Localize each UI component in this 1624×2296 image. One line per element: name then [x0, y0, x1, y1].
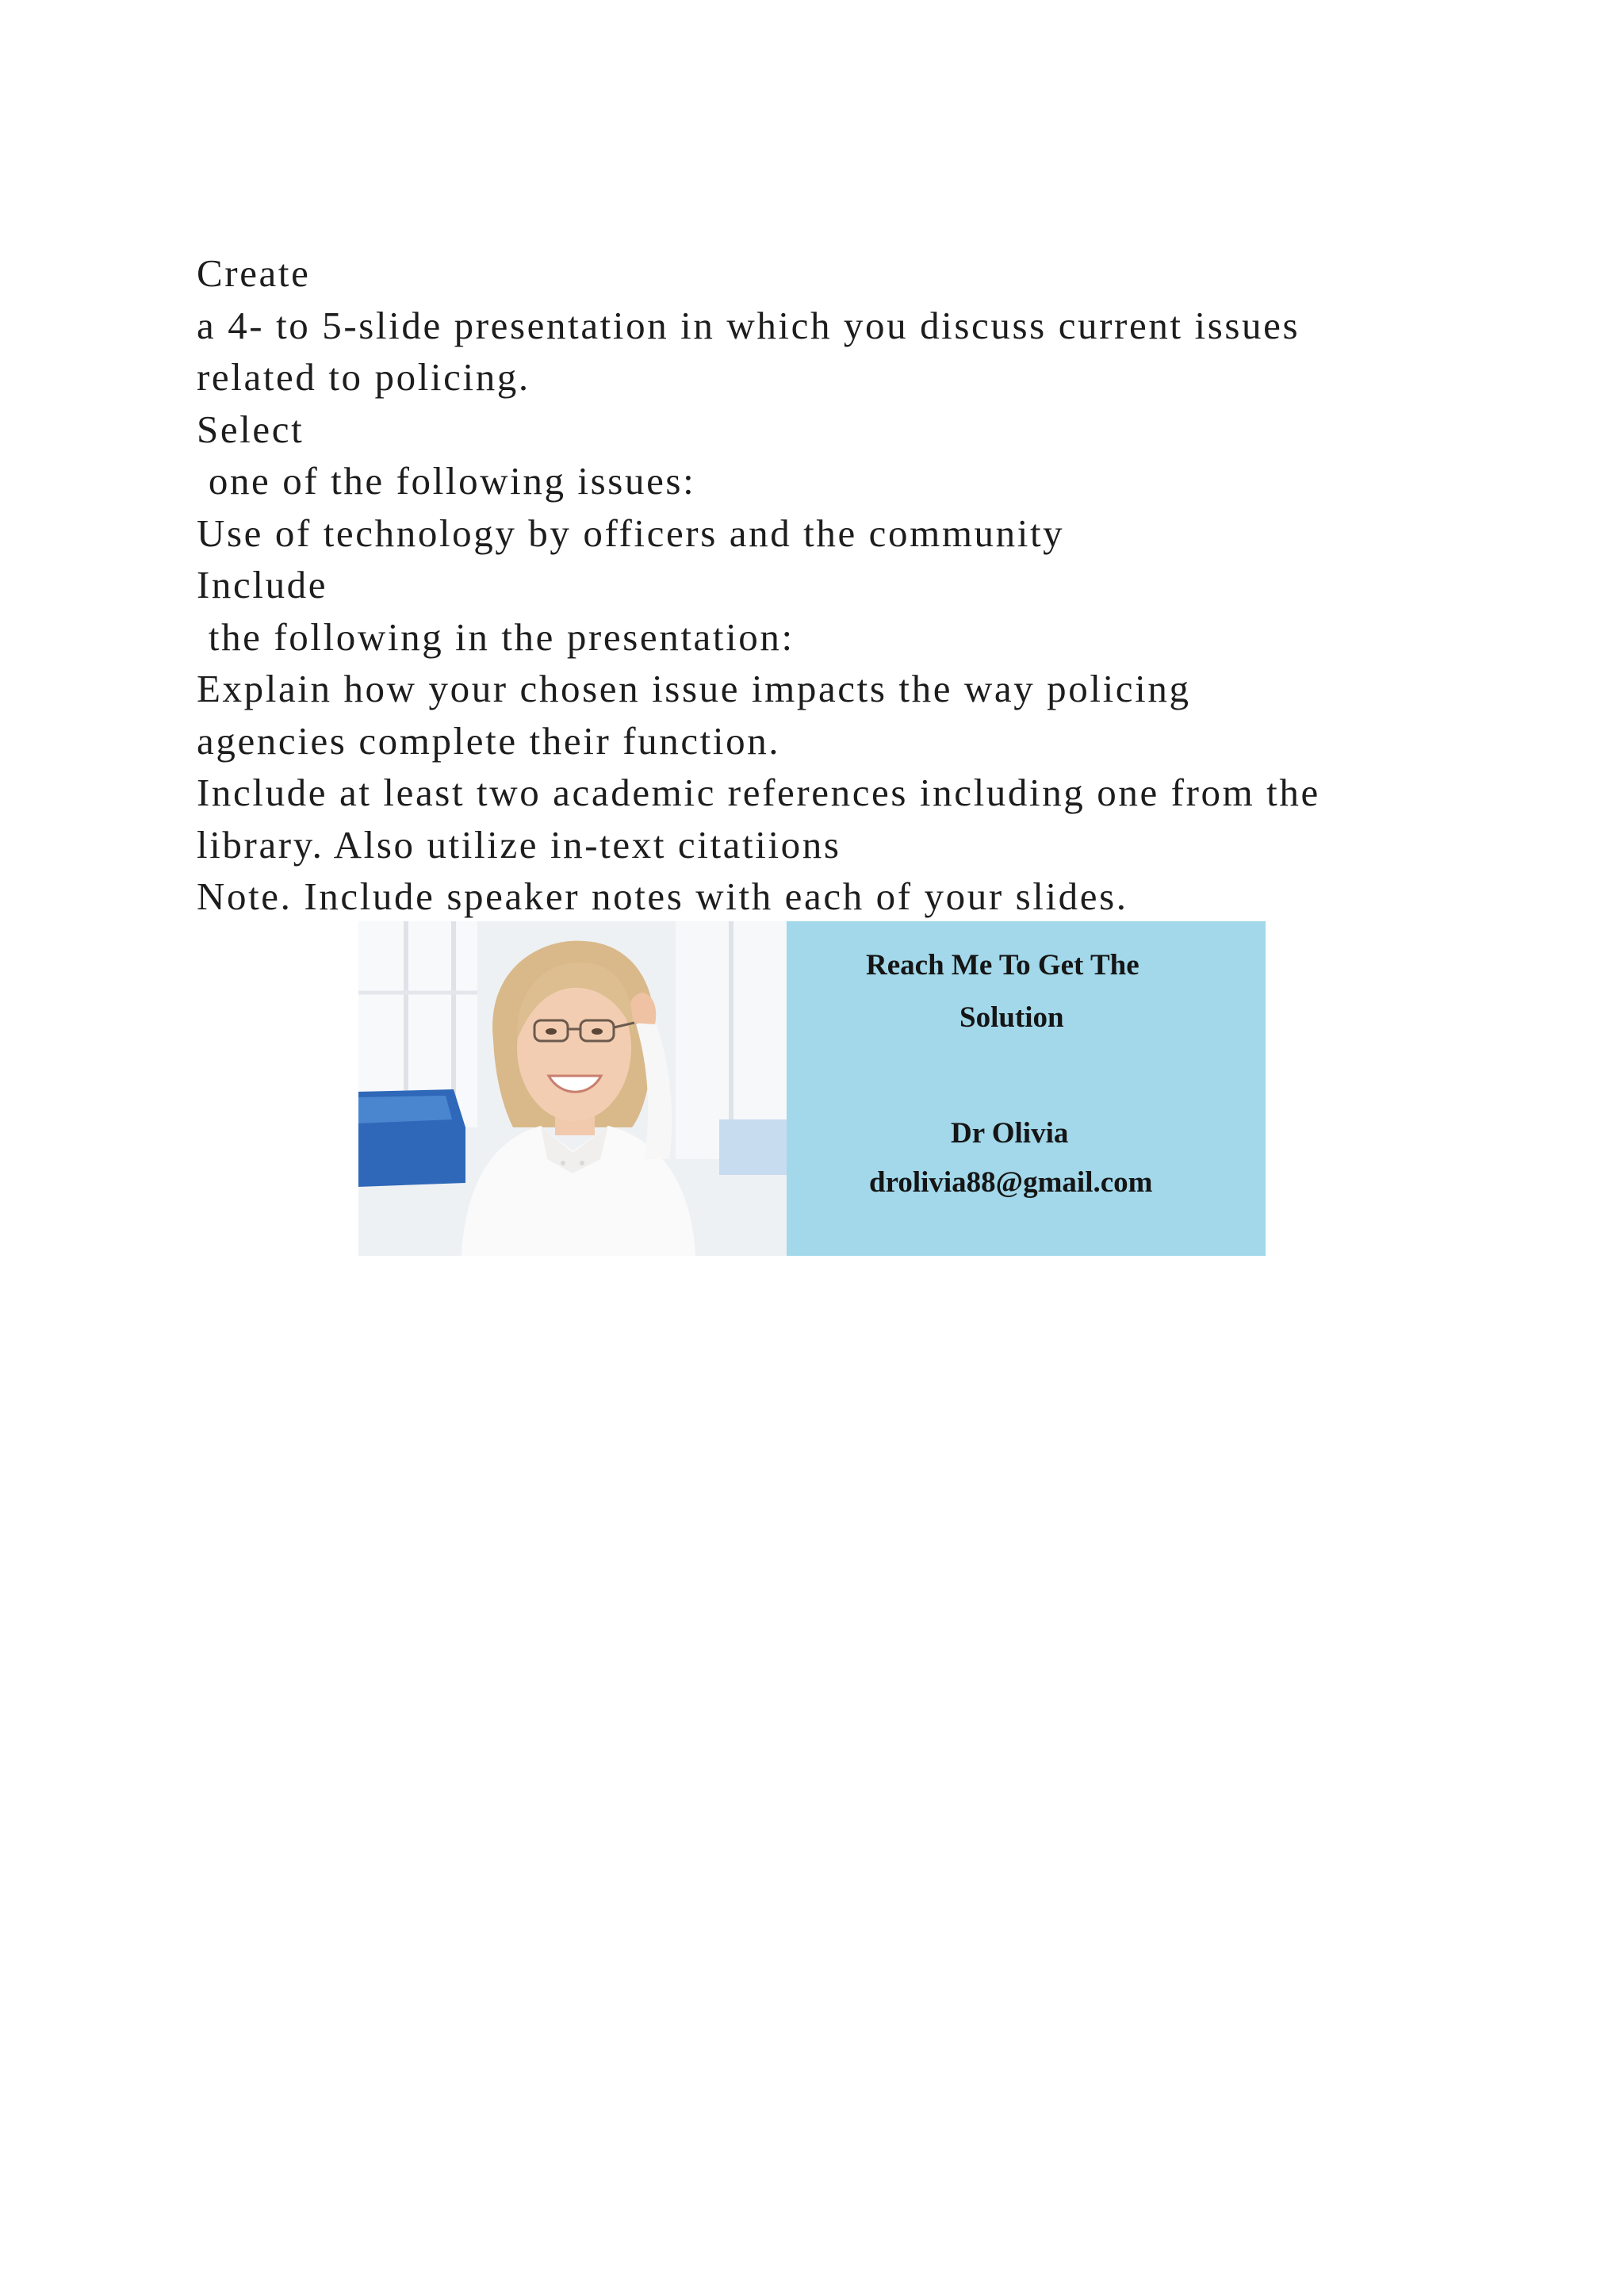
text-line: Create — [197, 251, 311, 295]
headline-line-1: Reach Me To Get The — [866, 949, 1139, 982]
text-line: Select — [197, 407, 304, 451]
text-line: a 4- to 5-slide presentation in which you discuss current issues — [197, 303, 1300, 347]
assignment-text — [197, 247, 1513, 923]
text-line: Explain how your chosen issue impacts the way policing — [197, 667, 1191, 710]
contact-banner — [358, 921, 1266, 1256]
text-line: Include — [197, 563, 328, 607]
headline-line-2: Solution — [959, 1001, 1064, 1034]
contact-card — [787, 921, 1266, 1256]
text-line: the following in the presentation: — [197, 614, 795, 659]
contact-name: Dr Olivia — [951, 1117, 1069, 1150]
tutor-photo — [358, 921, 787, 1256]
text-line: library. Also utilize in-text citatiions — [197, 822, 841, 867]
text-line: Use of technology by officers and the community — [197, 511, 1065, 555]
text-line: Include at least two academic references including one from the — [197, 771, 1320, 814]
text-line: related to policing. — [197, 355, 530, 399]
text-line: Note. Include speaker notes with each of your slides. — [197, 874, 1128, 918]
text-line: one of the following issues: — [197, 459, 696, 503]
text-line: agencies complete their function. — [197, 718, 781, 763]
contact-email: drolivia88@gmail.com — [869, 1166, 1153, 1199]
